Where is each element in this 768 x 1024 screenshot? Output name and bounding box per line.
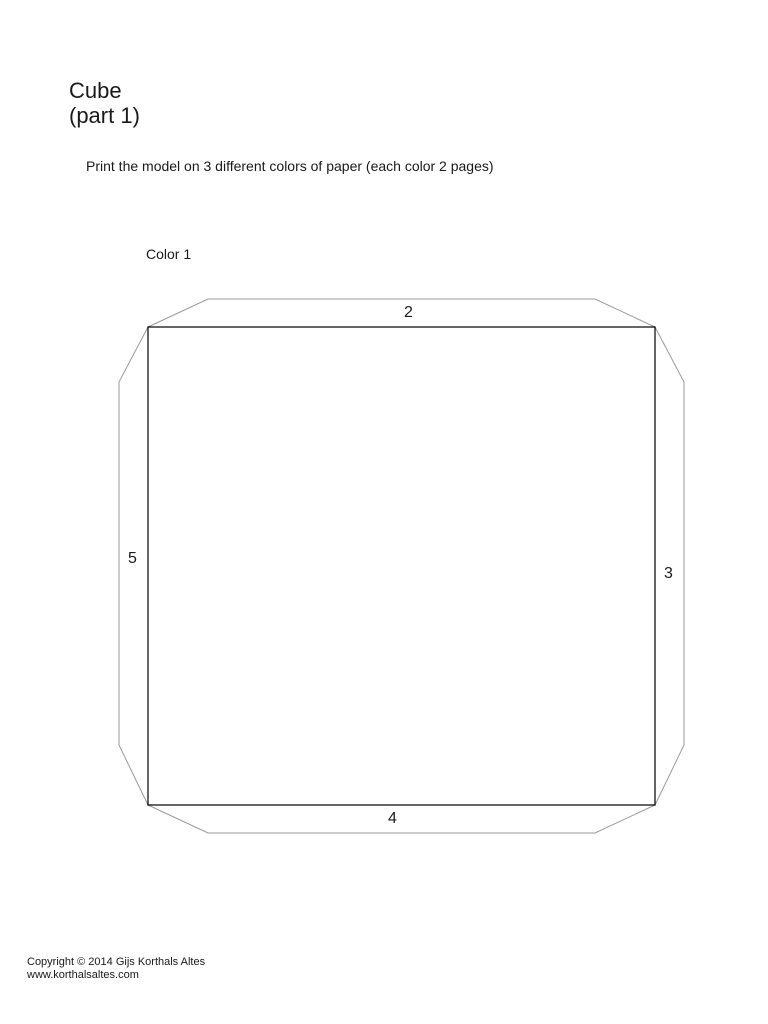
cube-face xyxy=(148,327,655,805)
print-instruction: Print the model on 3 different colors of paper (each color 2 pages) xyxy=(86,158,494,174)
website-link[interactable]: www.korthalsaltes.com xyxy=(27,969,139,981)
edge-label-top: 2 xyxy=(404,304,413,321)
footer xyxy=(27,956,205,982)
title-line-2: (part 1) xyxy=(69,103,140,128)
glue-flap-bottom xyxy=(148,805,655,833)
color-label: Color 1 xyxy=(146,246,192,262)
copyright-text: Copyright © 2014 Gijs Korthals Altes xyxy=(27,956,206,968)
edge-label-left: 5 xyxy=(128,550,137,567)
edge-label-right: 3 xyxy=(664,565,673,582)
glue-flap-top xyxy=(148,299,655,327)
edge-label-bottom: 4 xyxy=(388,810,397,827)
title-line-1: Cube xyxy=(69,78,122,103)
